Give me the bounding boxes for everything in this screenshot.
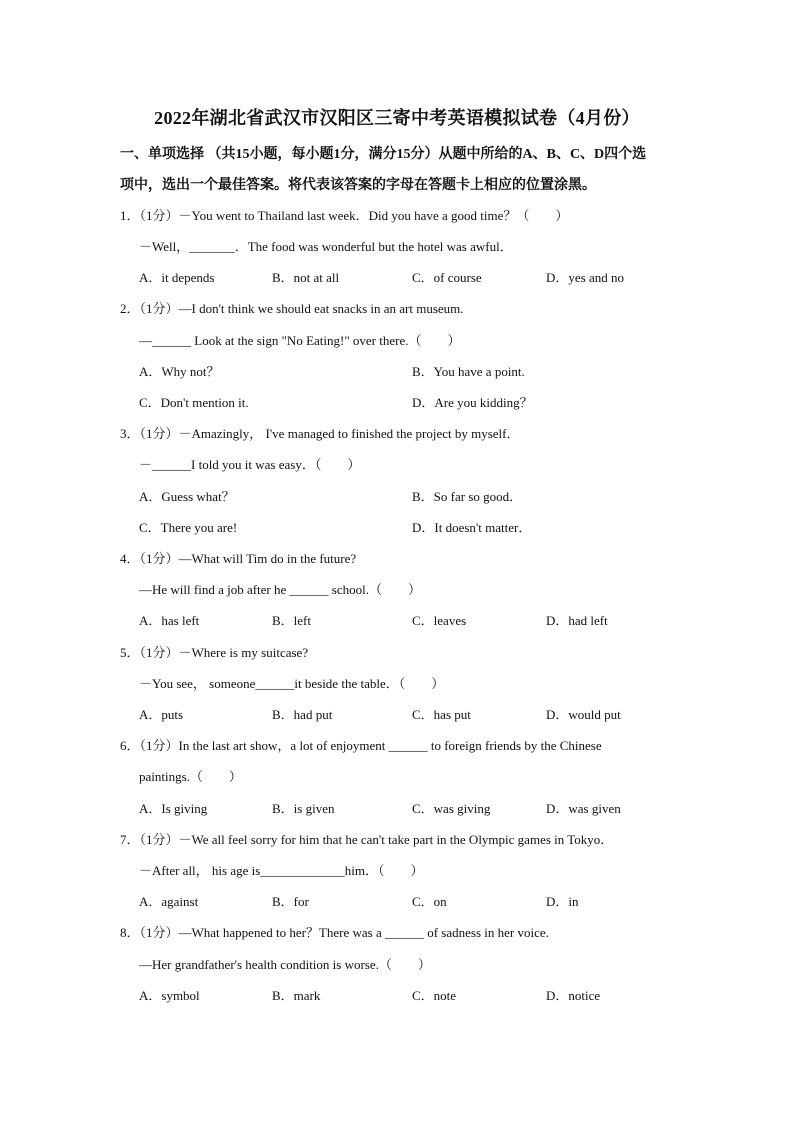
option-d[interactable]: D．was given [546,801,621,816]
option-b[interactable]: B．for [272,894,309,909]
option-c[interactable]: C．was giving [412,801,491,816]
question-stem: 5．（1分）－Where is my suitcase? [120,645,309,660]
option-a[interactable]: A．it depends [139,270,215,285]
question-stem: 4．（1分）—What will Tim do in the future? [120,551,357,566]
option-c[interactable]: C．There you are! [139,520,238,535]
option-b[interactable]: B．mark [272,988,321,1003]
option-d[interactable]: D．Are you kidding？ [412,395,533,410]
question-stem: 8．（1分）—What happened to her？There was a ______ of sadness in her voice. [120,925,549,940]
question-dialogue: —He will find a job after he ______ school.（ ） [139,582,421,597]
option-c[interactable]: C．Don't mention it. [139,395,249,410]
option-a[interactable]: A．Why not？ [139,364,220,379]
question-stem-continued: paintings.（ ） [139,769,242,784]
option-a[interactable]: A．symbol [139,988,200,1003]
question-dialogue: －Well，_______．The food was wonderful but the hotel was awful． [139,239,513,254]
question-stem: 3．（1分）－Amazingly， I've managed to finished the project by myself． [120,426,520,441]
option-d[interactable]: D．had left [546,613,608,628]
option-a[interactable]: A．has left [139,613,200,628]
question-dialogue: －After all， his age is_____________him．（ ） [139,863,424,878]
option-b[interactable]: B．So far so good． [412,489,523,504]
option-c[interactable]: C．leaves [412,613,467,628]
option-c[interactable]: C．of course [412,270,482,285]
option-c[interactable]: C．note [412,988,457,1003]
section-instructions [120,139,690,201]
option-b[interactable]: B．not at all [272,270,340,285]
option-a[interactable]: A．puts [139,707,184,722]
option-b[interactable]: B．is given [272,801,335,816]
option-d[interactable]: D．would put [546,707,621,722]
option-d[interactable]: D．in [546,894,579,909]
question-dialogue: －You see， someone______it beside the table．（ ） [139,676,445,691]
option-b[interactable]: B．You have a point. [412,364,525,379]
question-dialogue: —______ Look at the sign "No Eating!" over there.（ ） [139,333,461,348]
option-d[interactable]: D．It doesn't matter． [412,520,532,535]
option-c[interactable]: C．on [412,894,447,909]
page-title: 2022年湖北省武汉市汉阳区三寄中考英语模拟试卷（4月份） [154,108,640,128]
option-b[interactable]: B．left [272,613,311,628]
option-c[interactable]: C．has put [412,707,471,722]
question-dialogue: －______I told you it was easy．（ ） [139,457,361,472]
section-instructions-line-1: 一、单项选择 （共15小题，每小题1分，满分15分）从题中所给的A、B、C、D四个选 [120,147,647,162]
question-stem: 6．（1分）In the last art show，a lot of enjoyment ______ to foreign friends by the Chinese [120,738,602,753]
question-dialogue: —Her grandfather's health condition is worse.（ ） [139,957,431,972]
question-stem: 1．（1分）－You went to Thailand last week．Did you have a good time？（ ） [120,208,569,223]
option-a[interactable]: A．Guess what？ [139,489,235,504]
section-instructions-line-2: 项中，选出一个最佳答案。将代表该答案的字母在答题卡上相应的位置涂黑。 [120,178,596,193]
option-d[interactable]: D．notice [546,988,601,1003]
option-d[interactable]: D．yes and no [546,270,624,285]
option-a[interactable]: A．against [139,894,199,909]
question-stem: 2．（1分）—I don't think we should eat snacks in an art museum. [120,301,464,316]
question-stem: 7．（1分）－We all feel sorry for him that he can't take part in the Olympic games in Tokyo． [120,832,614,847]
option-b[interactable]: B．had put [272,707,333,722]
option-a[interactable]: A．Is giving [139,801,208,816]
